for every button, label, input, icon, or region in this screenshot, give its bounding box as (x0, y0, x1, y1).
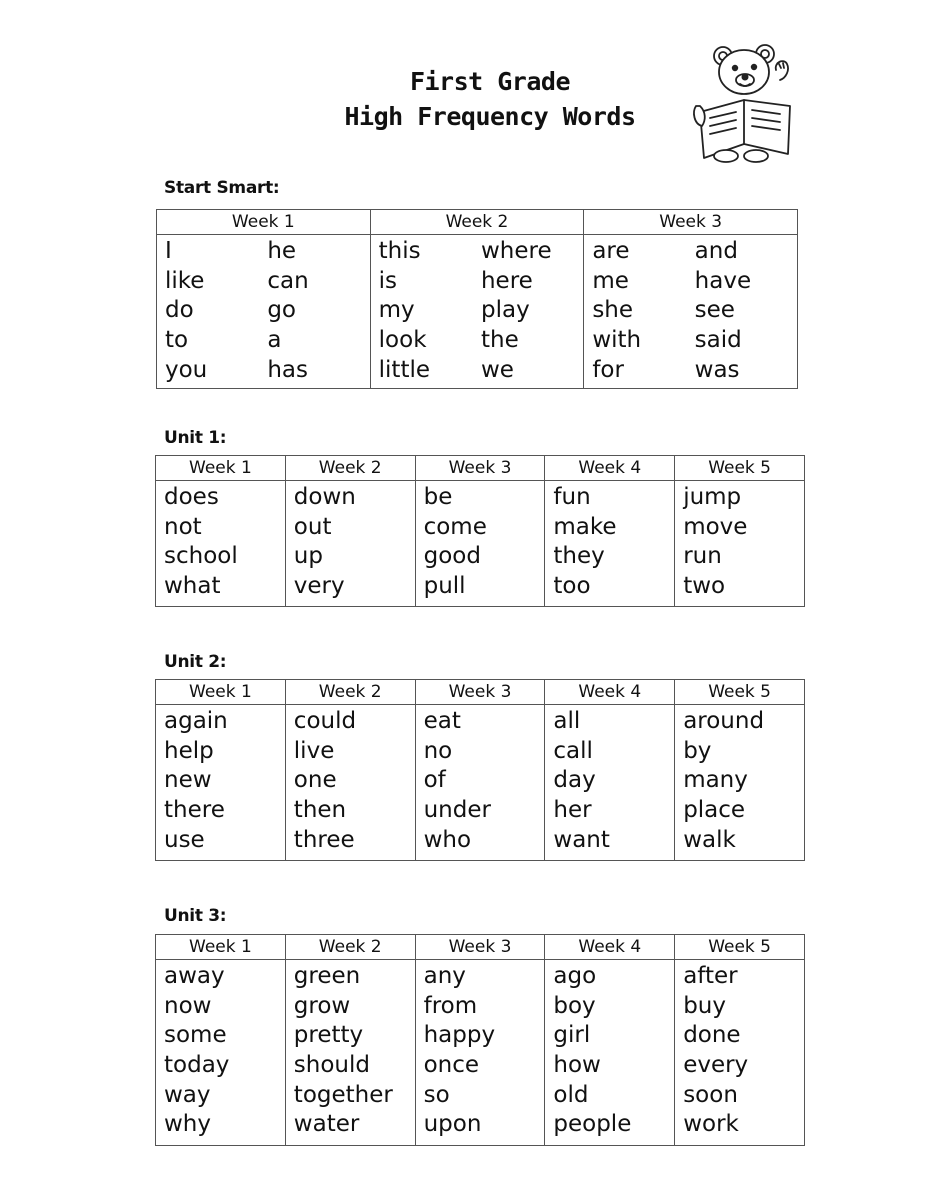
word: move (683, 513, 748, 540)
word: from (423, 992, 478, 1019)
week-cell (156, 705, 286, 861)
word: you (165, 356, 208, 383)
word: there (164, 797, 225, 824)
word: he (267, 238, 297, 264)
word-column (695, 237, 797, 385)
word: eat (423, 708, 461, 734)
word: run (683, 543, 722, 570)
word: new (164, 767, 212, 794)
word: any (423, 963, 466, 989)
word: see (694, 297, 735, 324)
word: by (683, 737, 712, 764)
column-header: Week 1 (156, 456, 286, 481)
column-header: Week 3 (415, 680, 545, 705)
week-cell (415, 960, 545, 1146)
word: look (378, 327, 427, 354)
word: school (164, 543, 238, 570)
word: away (164, 963, 225, 989)
word: girl (553, 1022, 591, 1049)
word: are (592, 238, 630, 264)
column-header: Week 1 (157, 210, 371, 235)
word: work (683, 1111, 739, 1138)
column-header: Week 5 (675, 680, 805, 705)
word: has (267, 356, 308, 383)
word: fun (553, 484, 591, 510)
unit-1-table (155, 455, 805, 607)
word: around (683, 708, 765, 734)
week-cell (157, 235, 371, 389)
word-column (592, 237, 694, 385)
column-header: Week 5 (675, 935, 805, 960)
word: do (165, 297, 194, 324)
word-column (267, 237, 369, 385)
column-header: Week 4 (545, 680, 675, 705)
word: have (694, 267, 752, 294)
word: grow (293, 992, 351, 1019)
word: how (553, 1052, 601, 1079)
unit-2-table (155, 679, 805, 861)
word: they (553, 543, 605, 570)
word: water (293, 1111, 360, 1138)
word: then (293, 797, 347, 824)
page-title (300, 64, 680, 134)
week-cell (156, 481, 286, 607)
word: place (683, 797, 746, 824)
word-column (379, 237, 481, 385)
unit-3-table (155, 934, 805, 1146)
word: buy (683, 992, 726, 1019)
word: could (293, 708, 357, 734)
week-cell (675, 705, 805, 861)
week-cell (285, 481, 415, 607)
word: some (164, 1022, 227, 1049)
column-header: Week 4 (545, 456, 675, 481)
word: my (378, 297, 415, 324)
start-smart-table (156, 209, 798, 389)
word: one (293, 767, 337, 794)
word: day (553, 767, 596, 794)
week-cell (545, 705, 675, 861)
start-smart-label: Start Smart: (164, 178, 280, 198)
word: a (267, 327, 282, 354)
word: go (267, 297, 296, 324)
word: very (293, 573, 345, 600)
word: of (423, 767, 446, 794)
word: way (164, 1081, 211, 1108)
word: again (164, 708, 228, 734)
word: walk (683, 826, 736, 853)
word: under (423, 797, 491, 824)
word: today (164, 1052, 230, 1079)
week-cell (545, 960, 675, 1146)
word: use (164, 826, 205, 853)
word: pretty (293, 1022, 364, 1049)
word: for (592, 356, 624, 383)
word: all (553, 708, 581, 734)
word: three (293, 826, 355, 853)
word: here (480, 267, 533, 294)
column-header: Week 3 (584, 210, 798, 235)
week-cell (370, 235, 584, 389)
week-cell (156, 960, 286, 1146)
word: green (293, 963, 361, 989)
word: done (683, 1022, 741, 1049)
column-header: Week 2 (285, 935, 415, 960)
word: is (378, 267, 398, 294)
week-cell (545, 481, 675, 607)
word: want (553, 826, 610, 853)
word: up (293, 543, 323, 570)
week-cell (675, 960, 805, 1146)
word: play (480, 297, 530, 324)
column-header: Week 4 (545, 935, 675, 960)
word: where (480, 238, 552, 264)
word: does (164, 484, 219, 510)
word: soon (683, 1081, 738, 1108)
word: live (293, 737, 335, 764)
column-header: Week 2 (370, 210, 584, 235)
word: should (293, 1052, 370, 1079)
word: to (165, 327, 189, 354)
word: with (592, 327, 642, 354)
word: who (423, 826, 472, 853)
week-cell (415, 481, 545, 607)
word: good (423, 543, 481, 570)
word: this (378, 238, 421, 264)
word: pull (423, 573, 466, 600)
word: boy (553, 992, 596, 1019)
word: help (164, 737, 214, 764)
word-column (481, 237, 583, 385)
unit-3-label: Unit 3: (164, 906, 227, 926)
column-header: Week 1 (156, 680, 286, 705)
word: was (694, 356, 740, 383)
word: me (592, 267, 629, 294)
word: not (164, 513, 202, 540)
word: and (694, 238, 738, 264)
word: what (164, 573, 221, 600)
word: make (553, 513, 617, 540)
word: can (267, 267, 309, 294)
word: no (423, 737, 453, 764)
week-cell (675, 481, 805, 607)
bear-reading-book-icon (690, 42, 800, 164)
word: together (293, 1081, 393, 1108)
word: upon (423, 1111, 482, 1138)
word: now (164, 992, 212, 1019)
column-header: Week 2 (285, 680, 415, 705)
word: so (423, 1081, 450, 1108)
word: she (592, 297, 634, 324)
title-line-2: High Frequency Words (344, 102, 636, 131)
word: many (683, 767, 748, 794)
word: down (293, 484, 356, 510)
word: ago (553, 963, 597, 989)
word: we (480, 356, 514, 383)
week-cell (415, 705, 545, 861)
column-header: Week 3 (415, 456, 545, 481)
word: come (423, 513, 487, 540)
word-column (165, 237, 267, 385)
word: people (553, 1111, 632, 1138)
column-header: Week 5 (675, 456, 805, 481)
column-header: Week 3 (415, 935, 545, 960)
week-cell (285, 705, 415, 861)
word: jump (683, 484, 742, 510)
week-cell (285, 960, 415, 1146)
column-header: Week 2 (285, 456, 415, 481)
word: I (165, 238, 172, 264)
word: be (423, 484, 453, 510)
word: happy (423, 1022, 496, 1049)
word: little (378, 356, 431, 383)
word: why (164, 1111, 211, 1138)
unit-2-label: Unit 2: (164, 652, 227, 672)
word: call (553, 737, 593, 764)
unit-1-label: Unit 1: (164, 428, 227, 448)
word: after (683, 963, 738, 989)
column-header: Week 1 (156, 935, 286, 960)
word: every (683, 1052, 749, 1079)
word: out (293, 513, 332, 540)
word: once (423, 1052, 480, 1079)
word: the (480, 327, 519, 354)
word: her (553, 797, 592, 824)
week-cell (584, 235, 798, 389)
word: too (553, 573, 591, 600)
word: old (553, 1081, 589, 1108)
title-line-1: First Grade (409, 67, 571, 96)
word: said (694, 327, 742, 354)
word: like (165, 267, 205, 294)
word: two (683, 573, 726, 600)
